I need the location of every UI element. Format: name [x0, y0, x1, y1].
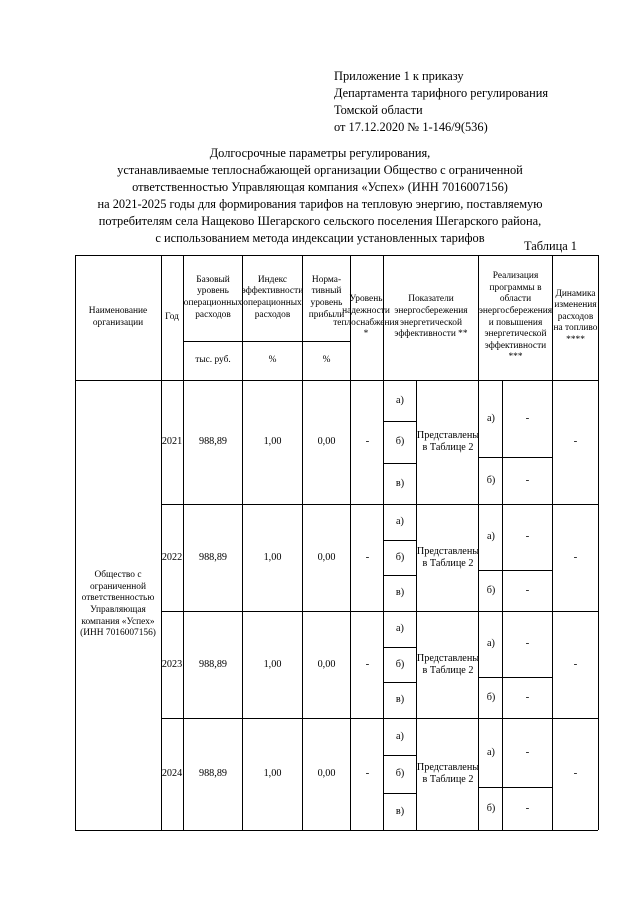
appendix-line: Томской области	[334, 103, 423, 117]
row-fuel: -	[573, 767, 578, 780]
row-index: 1,00	[263, 658, 282, 670]
title-line: потребителям села Нащеково Шегарского сельского поселения Шегарского района,	[98, 214, 542, 228]
org-name: Общество с ограниченной ответственностью Управляющая компания «Успех» (ИНН 7016007156)	[80, 570, 156, 639]
row-reliability: -	[365, 657, 370, 670]
row-year: 2022	[161, 551, 183, 563]
row-year: 2024	[161, 768, 183, 780]
row-index: 1,00	[263, 768, 282, 780]
row-energy-sub: в)	[395, 694, 405, 706]
row-program-b-label: б)	[486, 474, 496, 486]
row-index: 1,00	[263, 436, 282, 448]
row-profit: 0,00	[317, 551, 336, 563]
row-program-b-label: б)	[486, 691, 496, 703]
document-title	[50, 145, 590, 247]
row-index: 1,00	[263, 551, 282, 563]
row-program-b-value: -	[525, 583, 530, 596]
appendix-line: Департамента тарифного регулирования	[334, 86, 549, 100]
header-reliability: Уровень надежности теплоснабжения *	[333, 294, 399, 340]
header-base: Базовый уровень операционных расходов	[183, 274, 243, 320]
row-reliability: -	[365, 435, 370, 448]
row-energy-sub: а)	[396, 516, 404, 528]
row-program-a-value: -	[525, 530, 530, 543]
appendix-line: Приложение 1 к приказу	[334, 69, 464, 83]
row-program-a-value: -	[525, 745, 530, 758]
header-index: Индекс эффективности операционных расходов	[241, 274, 304, 320]
row-energy-sub: в)	[395, 587, 405, 599]
row-base: 988,89	[198, 768, 227, 780]
row-program-b-value: -	[525, 690, 530, 703]
row-energy-sub: б)	[395, 436, 405, 448]
row-profit: 0,00	[317, 436, 336, 448]
table-label: Таблица 1	[524, 239, 577, 253]
row-fuel: -	[573, 435, 578, 448]
row-profit: 0,00	[317, 768, 336, 780]
header-year: Год	[165, 311, 179, 322]
header-program: Реализация программы в области энергосбережения и повышения энергетической эффективности ***	[478, 271, 553, 363]
row-energy-note: Представлены в Таблице 2	[416, 545, 480, 569]
row-program-a-label: а)	[487, 638, 495, 650]
row-program-b-label: б)	[486, 802, 496, 814]
title-line: ответственностью Управляющая компания «Успех» (ИНН 7016007156)	[132, 180, 508, 194]
row-energy-note: Представлены в Таблице 2	[416, 652, 480, 676]
header-energy: Показатели энергосбережения энергетической эффективности **	[394, 294, 468, 340]
header-profit: Норма-тивный уровень прибыли	[308, 274, 345, 320]
row-energy-sub: а)	[396, 394, 404, 406]
row-energy-sub: а)	[396, 623, 404, 635]
table-rule	[598, 255, 599, 830]
row-profit: 0,00	[317, 658, 336, 670]
row-energy-sub: в)	[395, 477, 405, 489]
row-program-a-value: -	[525, 411, 530, 424]
row-energy-note: Представлены в Таблице 2	[416, 430, 480, 453]
row-energy-sub: в)	[395, 805, 405, 817]
title-line: с использованием метода индексации установленных тарифов	[155, 231, 485, 245]
row-energy-note: Представлены в Таблице 2	[416, 762, 480, 785]
title-line: устанавливаемые теплоснабжающей организации Общество с ограниченной	[117, 163, 523, 177]
row-program-a-label: а)	[487, 531, 495, 543]
table-rule	[75, 830, 598, 831]
row-base: 988,89	[198, 436, 227, 448]
row-fuel: -	[573, 657, 578, 670]
appendix-block	[334, 68, 548, 136]
unit-index: %	[268, 354, 277, 365]
row-reliability: -	[365, 767, 370, 780]
unit-profit: %	[322, 354, 331, 365]
row-program-b-value: -	[525, 473, 530, 486]
row-program-b-value: -	[525, 801, 530, 814]
row-base: 988,89	[198, 658, 227, 670]
row-energy-sub: б)	[395, 768, 405, 780]
title-line: Долгосрочные параметры регулирования,	[209, 146, 431, 160]
row-program-b-label: б)	[486, 584, 496, 596]
row-reliability: -	[365, 550, 370, 563]
row-program-a-value: -	[525, 637, 530, 650]
header-org: Наименование организации	[88, 305, 148, 328]
header-fuel: Динамика изменения расходов на топливо ****	[553, 288, 598, 345]
row-energy-sub: б)	[395, 551, 405, 563]
unit-base: тыс. руб.	[195, 354, 231, 365]
row-energy-sub: б)	[395, 658, 405, 670]
row-base: 988,89	[198, 551, 227, 563]
appendix-line: от 17.12.2020 № 1-146/9(536)	[334, 120, 488, 134]
row-program-a-label: а)	[487, 412, 495, 424]
row-energy-sub: а)	[396, 730, 404, 742]
row-program-a-label: а)	[487, 746, 495, 758]
row-year: 2023	[161, 658, 183, 670]
row-year: 2021	[161, 436, 183, 448]
row-fuel: -	[573, 550, 578, 563]
title-line: на 2021-2025 годы для формирования тарифов на тепловую энергию, поставляемую	[97, 197, 543, 211]
